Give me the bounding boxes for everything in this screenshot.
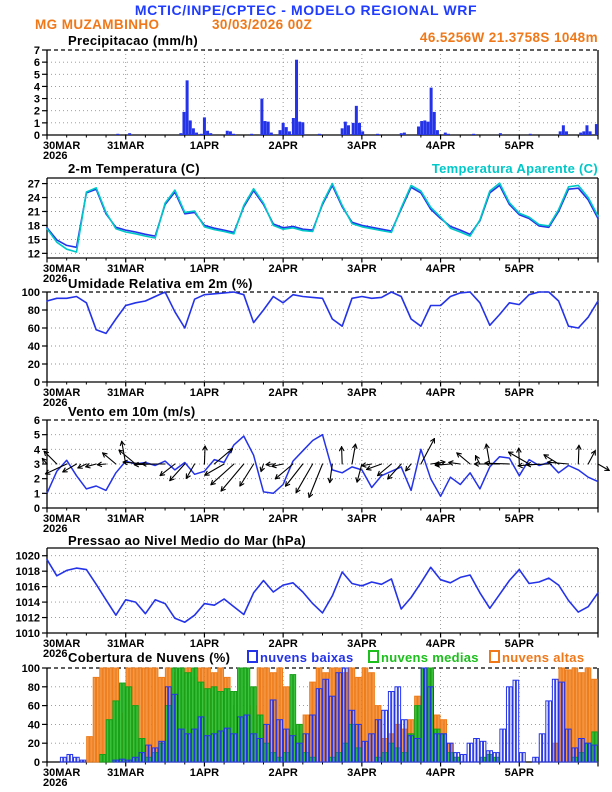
cloud-bar-mid xyxy=(113,701,115,762)
cloud-bar-low xyxy=(543,734,545,762)
cloud-bar-low xyxy=(60,757,62,762)
y-tick-label: 60 xyxy=(27,323,40,335)
cloud-bar-low xyxy=(464,754,466,762)
precip-bar xyxy=(400,133,403,135)
cloud-bar-low xyxy=(461,754,463,762)
wind-vector-head xyxy=(449,461,453,463)
precip-bar xyxy=(260,99,263,135)
wind-vector xyxy=(211,464,234,485)
cloud-bar-mid xyxy=(106,720,108,762)
precip-bar xyxy=(282,123,285,135)
wind-vector-head xyxy=(286,482,287,486)
precipitation-panel xyxy=(34,45,598,162)
page-title: MCTIC/INPE/CPTEC - MODELO REGIONAL WRF xyxy=(134,2,478,18)
precip-bar xyxy=(318,134,321,135)
precip-bar xyxy=(229,131,232,135)
x-tick-label: 2APR xyxy=(268,263,298,275)
precip-bar xyxy=(209,133,212,135)
precip-bar xyxy=(292,118,295,135)
wind-vector xyxy=(578,445,579,464)
mid-clouds-legend-label: nuvens medias xyxy=(381,650,479,665)
y-tick-label: 7 xyxy=(33,45,40,57)
x-tick-label: 3APR xyxy=(347,513,377,525)
precip-bar xyxy=(358,123,361,135)
precip-bar xyxy=(285,127,288,135)
high-clouds-legend-label: nuvens altas xyxy=(502,650,585,665)
cloud-bar-mid xyxy=(136,706,138,762)
x-tick-label: 4APR xyxy=(425,140,456,152)
wind-vector xyxy=(103,453,116,464)
precip-bar xyxy=(288,131,291,135)
precip-bar xyxy=(295,60,298,135)
x-tick-label: 5APR xyxy=(504,140,534,152)
x-tick-label: 4APR xyxy=(425,263,456,275)
y-tick-label: 40 xyxy=(27,719,40,732)
y-tick-label: 1016 xyxy=(15,581,40,594)
cloud-bar-mid xyxy=(119,683,121,762)
y-tick-label: 80 xyxy=(27,305,40,317)
y-tick-label: 21 xyxy=(27,206,40,219)
cloud-bar-mid xyxy=(129,687,131,762)
cloud-bar-high xyxy=(103,668,105,762)
precip-bar xyxy=(420,121,423,135)
x-tick-label: 31MAR xyxy=(107,387,145,399)
x-tick-label: 31MAR xyxy=(107,767,145,779)
x-tick-label: 2APR xyxy=(268,513,298,525)
cloud-bar-low xyxy=(503,729,505,762)
wind-vector xyxy=(421,439,435,464)
y-tick-label: 3 xyxy=(33,459,40,471)
axis-year-label: 2026 xyxy=(43,648,68,660)
x-tick-label: 1APR xyxy=(189,513,220,525)
wind-vector-head xyxy=(120,441,121,445)
axis-year-label: 2026 xyxy=(43,397,68,409)
precip-bar xyxy=(361,131,364,135)
precip-bar xyxy=(250,134,253,135)
precip-bar xyxy=(344,122,347,135)
precip-bar xyxy=(423,120,426,135)
x-tick-label: 31MAR xyxy=(107,140,145,152)
y-tick-label: 4 xyxy=(33,81,40,94)
humidity-panel xyxy=(22,287,598,409)
cloud-bar-low xyxy=(64,757,66,762)
y-tick-label: 6 xyxy=(33,415,40,427)
model-run-datetime: 30/03/2026 00Z xyxy=(212,17,313,32)
y-tick-label: 0 xyxy=(33,503,40,515)
x-tick-label: 2APR xyxy=(268,767,298,779)
precip-bar xyxy=(355,106,358,135)
wind-vector-head xyxy=(441,460,445,462)
cloud-bar-mid xyxy=(126,687,128,762)
x-tick-label: 3APR xyxy=(347,263,377,275)
precip-bar xyxy=(444,133,447,135)
y-tick-label: 1 xyxy=(33,488,40,501)
y-tick-label: 15 xyxy=(27,234,40,247)
precip-bar xyxy=(226,131,229,135)
cloud-bar-low xyxy=(70,754,72,762)
wind-vector-head xyxy=(260,467,261,471)
precip-bar xyxy=(116,134,119,135)
wind-vector xyxy=(296,464,313,493)
x-tick-label: 30MAR xyxy=(43,140,81,152)
precip-bar xyxy=(565,131,568,135)
y-tick-label: 40 xyxy=(27,341,40,353)
cloud-bar-mid xyxy=(110,720,112,762)
cloud-bar-low xyxy=(520,753,522,762)
precip-bar xyxy=(192,128,195,135)
wind-vector xyxy=(160,464,175,476)
wind-speed-line xyxy=(47,435,598,497)
x-tick-label: 5APR xyxy=(504,767,534,779)
x-tick-label: 3APR xyxy=(347,638,377,650)
precip-bar xyxy=(559,131,562,135)
station-name: MG MUZAMBINHO xyxy=(35,17,160,32)
x-tick-label: 1APR xyxy=(189,638,220,650)
cloud-bar-low xyxy=(539,734,541,762)
cloud-bar-mid xyxy=(103,754,105,762)
y-tick-label: 100 xyxy=(21,287,40,299)
x-tick-label: 3APR xyxy=(347,767,377,779)
precip-bar xyxy=(206,131,209,135)
wind-vector-head xyxy=(272,466,276,467)
x-tick-label: 1APR xyxy=(189,767,220,779)
wind-title: Vento em 10m (m/s) xyxy=(68,404,196,419)
pressure-panel xyxy=(16,548,598,660)
precip-bar xyxy=(529,134,532,135)
cloud-bar-mid xyxy=(100,754,102,762)
x-tick-label: 2APR xyxy=(268,387,298,399)
precip-bar xyxy=(195,133,198,135)
axis-year-label: 2026 xyxy=(43,523,68,535)
x-tick-label: 1APR xyxy=(189,140,220,152)
cloud-bar-low xyxy=(77,757,79,762)
wind-vector-head xyxy=(485,444,486,448)
wind-vector xyxy=(275,464,293,479)
x-tick-label: 3APR xyxy=(347,387,377,399)
precip-bar xyxy=(200,134,203,135)
cloud-bar-mid xyxy=(116,701,118,762)
wind-vector xyxy=(240,464,254,486)
precip-bar xyxy=(267,122,270,135)
axis-year-label: 2026 xyxy=(43,777,68,789)
cloud-bar-low xyxy=(467,743,469,762)
y-tick-label: 0 xyxy=(33,130,40,142)
x-tick-label: 2APR xyxy=(268,140,298,152)
y-tick-label: 5 xyxy=(33,69,40,82)
axis-year-label: 2026 xyxy=(43,150,68,162)
wind-vector-head xyxy=(86,467,90,468)
y-tick-label: 27 xyxy=(27,178,40,191)
cloud-bar-low xyxy=(549,701,551,762)
precip-bar xyxy=(179,133,182,135)
cloud-bar-low xyxy=(546,701,548,762)
y-tick-label: 12 xyxy=(27,248,40,261)
pressure-line-0 xyxy=(47,560,598,623)
x-tick-label: 5APR xyxy=(504,387,534,399)
wind-vector xyxy=(221,464,244,491)
cloud-bar-low xyxy=(533,757,535,762)
wind-vector-head xyxy=(308,493,309,497)
precip-bar xyxy=(585,125,588,135)
temperature-panel xyxy=(28,178,598,285)
precip-bar xyxy=(403,133,406,135)
y-tick-label: 1 xyxy=(33,117,40,130)
precip-bar xyxy=(182,112,185,135)
cloud-bar-high xyxy=(93,677,95,762)
x-tick-label: 5APR xyxy=(504,638,534,650)
precip-bar xyxy=(347,125,350,135)
precip-bar xyxy=(278,130,281,135)
precip-bar xyxy=(189,120,192,135)
x-tick-label: 31MAR xyxy=(107,513,145,525)
y-tick-label: 1010 xyxy=(15,628,40,640)
precip-bar xyxy=(270,133,273,135)
precip-bar xyxy=(562,125,565,135)
cloud-bar-high xyxy=(100,668,102,762)
cloud-bar-low xyxy=(67,754,69,762)
y-tick-label: 20 xyxy=(27,738,40,751)
precip-bar xyxy=(472,134,475,135)
precip-bar xyxy=(186,80,189,135)
cloud-bar-mid xyxy=(133,706,135,762)
y-tick-label: 1018 xyxy=(15,566,40,579)
wind-vector xyxy=(204,446,205,464)
wind-vector xyxy=(526,464,548,465)
x-tick-label: 30MAR xyxy=(43,513,81,525)
precip-bar xyxy=(301,122,304,135)
x-tick-label: 2APR xyxy=(268,638,298,650)
y-tick-label: 1012 xyxy=(15,612,40,625)
cloud-bar-low xyxy=(470,743,472,762)
y-tick-label: 2 xyxy=(33,105,40,118)
wind-vector xyxy=(342,447,343,464)
precip-bar xyxy=(579,133,582,135)
cloud-bar-low xyxy=(516,680,518,762)
y-tick-label: 4 xyxy=(33,444,40,457)
y-tick-label: 18 xyxy=(27,220,40,233)
x-tick-label: 1APR xyxy=(189,387,220,399)
wind-vector-head xyxy=(406,466,407,470)
y-tick-label: 2 xyxy=(33,473,40,486)
x-tick-label: 5APR xyxy=(504,263,534,275)
y-tick-label: 3 xyxy=(33,93,40,106)
cloud-cover-title: Cobertura de Nuvens (%) xyxy=(68,650,231,665)
station-coordinates: 46.5256W 21.3758S 1048m xyxy=(419,30,598,45)
precip-bar xyxy=(376,134,379,135)
cloud-bar-low xyxy=(536,757,538,762)
precip-bar xyxy=(426,122,429,135)
wind-vector xyxy=(286,464,303,486)
y-tick-label: 24 xyxy=(27,192,40,205)
cloud-bar-high xyxy=(90,737,92,762)
x-tick-label: 30MAR xyxy=(43,387,81,399)
precip-bar xyxy=(417,127,420,136)
x-tick-label: 30MAR xyxy=(43,638,81,650)
cloud-bar-low xyxy=(523,753,525,762)
wind-vector xyxy=(309,464,322,497)
cloud-bar-low xyxy=(80,760,82,762)
temperature-line-1 xyxy=(47,183,598,252)
precip-bar xyxy=(499,133,502,135)
cloud-bar-low xyxy=(500,729,502,762)
cloud-bar-low xyxy=(477,739,479,763)
y-tick-label: 20 xyxy=(27,359,40,371)
y-tick-label: 60 xyxy=(27,700,40,713)
y-tick-label: 1014 xyxy=(15,597,40,610)
low-clouds-legend-label: nuvens baixas xyxy=(260,650,354,665)
cloud-bar-high xyxy=(87,737,89,762)
cloud-bar-low xyxy=(474,739,476,763)
cloud-bar-low xyxy=(513,680,515,762)
precip-bar xyxy=(595,124,598,135)
precip-bar xyxy=(582,131,585,135)
x-tick-label: 4APR xyxy=(425,638,456,650)
x-tick-label: 4APR xyxy=(425,387,456,399)
x-tick-label: 4APR xyxy=(425,767,456,779)
precip-bar xyxy=(298,122,301,135)
x-tick-label: 30MAR xyxy=(43,263,81,275)
x-tick-label: 4APR xyxy=(425,513,456,525)
x-tick-label: 30MAR xyxy=(43,767,81,779)
cloud-bar-mid xyxy=(123,683,125,762)
wind-vector xyxy=(205,464,224,475)
x-tick-label: 3APR xyxy=(347,140,377,152)
apparent-temperature-title: Temperatura Aparente (C) xyxy=(431,161,598,176)
precip-bar xyxy=(341,128,344,135)
precip-bar xyxy=(203,117,206,135)
cloud-bar-low xyxy=(510,687,512,762)
x-tick-label: 31MAR xyxy=(107,263,145,275)
x-tick-label: 31MAR xyxy=(107,638,145,650)
precip-bar xyxy=(436,130,439,135)
wind-vector xyxy=(519,448,520,464)
precip-bar xyxy=(433,112,436,135)
y-tick-label: 0 xyxy=(33,757,40,769)
y-tick-label: 1020 xyxy=(15,550,40,563)
cloud-bar-low xyxy=(74,757,76,762)
wind-vector-head xyxy=(328,478,330,482)
precip-bar xyxy=(352,123,355,135)
precip-bar xyxy=(430,88,433,135)
precipitation-title: Precipitacao (mm/h) xyxy=(68,33,198,48)
y-tick-label: 0 xyxy=(33,377,40,389)
precip-bar xyxy=(128,133,131,135)
wind-vector-head xyxy=(356,478,357,482)
wind-panel xyxy=(34,415,609,535)
pressure-title: Pressao ao Nivel Medio do Mar (hPa) xyxy=(68,533,307,548)
y-tick-label: 6 xyxy=(33,57,40,70)
axis-year-label: 2026 xyxy=(43,273,68,285)
cloud-bar-low xyxy=(83,760,85,762)
y-tick-label: 5 xyxy=(33,429,40,442)
y-tick-label: 100 xyxy=(21,663,40,675)
humidity-title: Umidade Relativa em 2m (%) xyxy=(68,276,253,291)
cloud-cover-panel xyxy=(22,663,598,789)
wind-vector-head xyxy=(362,466,366,467)
precip-bar xyxy=(232,134,235,135)
cloud-bar-high xyxy=(96,677,98,762)
humidity-line-0 xyxy=(47,292,598,333)
precip-bar xyxy=(264,121,267,135)
x-tick-label: 5APR xyxy=(504,513,534,525)
wind-vector-head xyxy=(367,469,371,470)
wind-vector xyxy=(457,453,470,464)
precip-bar xyxy=(589,131,592,135)
wind-vector-head xyxy=(356,444,357,448)
temperature-line-0 xyxy=(47,185,598,247)
precip-bar xyxy=(447,134,450,135)
x-tick-label: 1APR xyxy=(189,263,220,275)
temperature-title: 2-m Temperatura (C) xyxy=(68,161,200,176)
y-tick-label: 80 xyxy=(27,681,40,694)
